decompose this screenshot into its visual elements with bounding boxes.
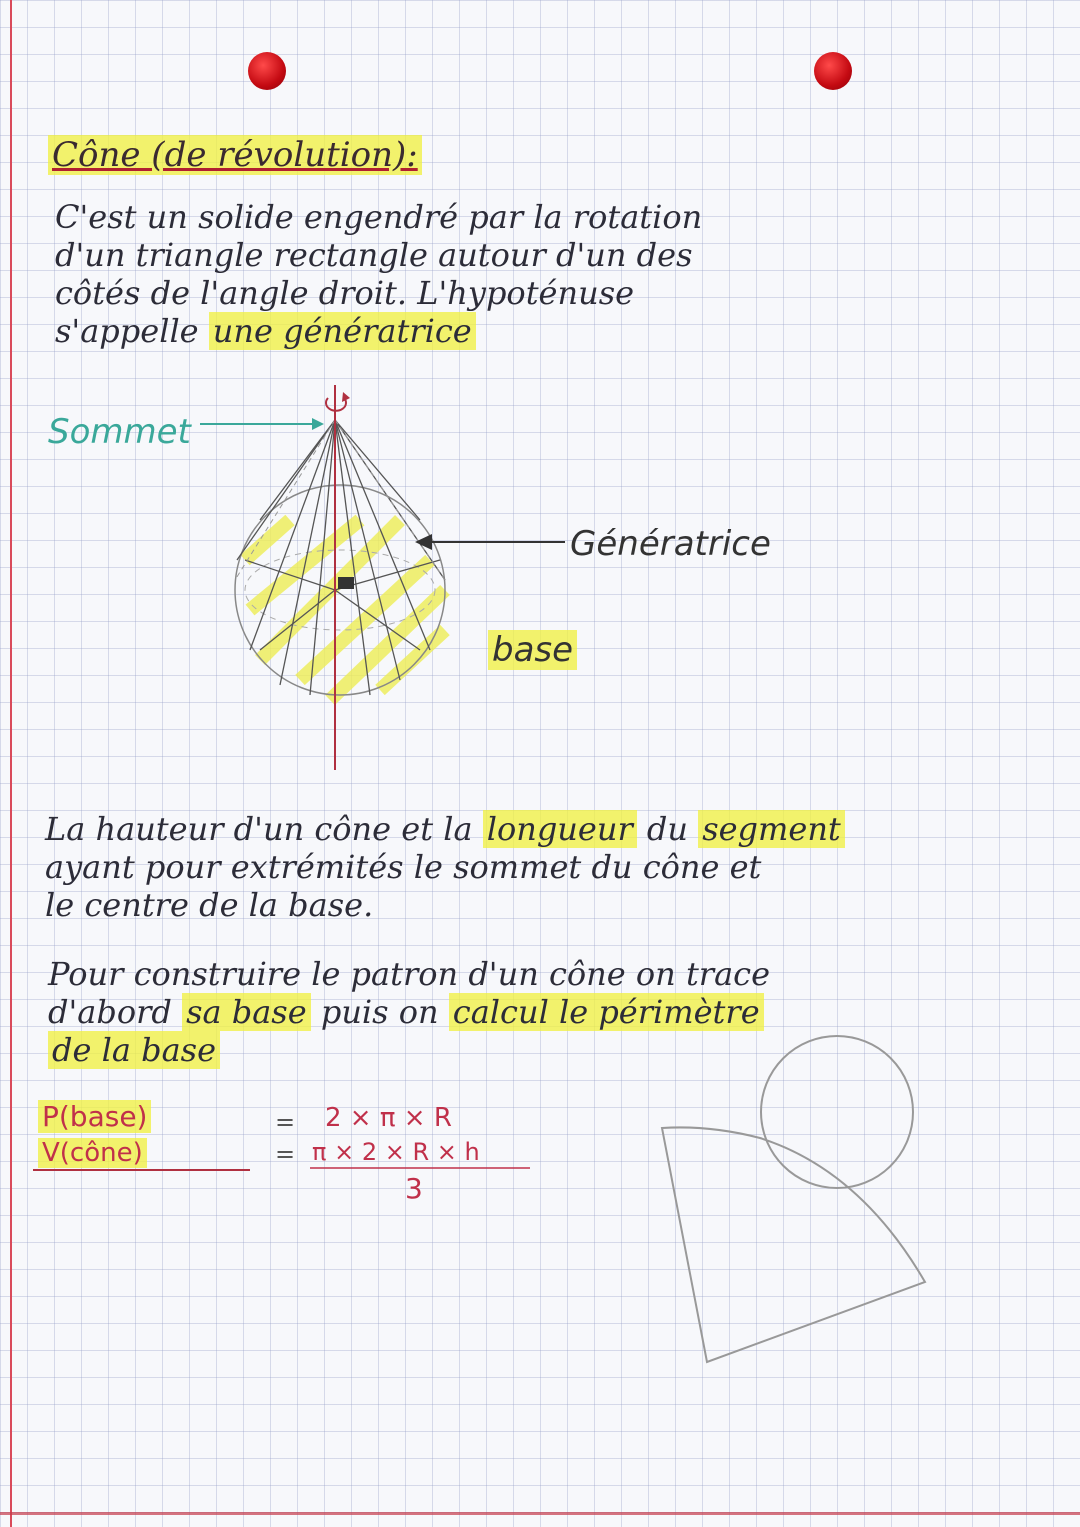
- height-paragraph: [45, 810, 845, 924]
- definition-line-3: côtés de l'angle droit. L'hypoténuse: [55, 274, 635, 312]
- volume-denominator: 3: [405, 1172, 423, 1205]
- pattern-line-1: Pour construire le patron d'un cône on trace: [48, 955, 771, 993]
- definition-line-2: d'un triangle rectangle autour d'un des: [55, 236, 693, 274]
- generatrice-highlight: une génératrice: [209, 312, 476, 350]
- definition-line-4: s'appelle une génératrice: [55, 312, 702, 350]
- page-title: Cône (de révolution):: [48, 135, 422, 175]
- label-base: base: [488, 630, 577, 670]
- right-angle-marker: [338, 577, 354, 589]
- volume-numerator: π × 2 × R × h: [312, 1138, 480, 1166]
- volume-label: V(cône): [38, 1138, 147, 1168]
- label-sommet: Sommet: [48, 412, 191, 452]
- pattern-line-3: de la base: [48, 1031, 770, 1069]
- pattern-base-circle: [761, 1036, 913, 1188]
- height-line-2: ayant pour extrémités le sommet du cône et: [45, 848, 762, 886]
- pattern-paragraph: [48, 955, 770, 1069]
- pattern-line-2: d'abord sa base puis on calcul le périmètre: [48, 993, 770, 1031]
- equals-sign-1: =: [275, 1108, 296, 1136]
- height-line-1: La hauteur d'un cône et la longueur du segment: [45, 810, 845, 848]
- height-line-3: le centre de la base.: [45, 886, 374, 924]
- equals-sign-2: =: [275, 1140, 296, 1168]
- label-generatrice: Génératrice: [570, 524, 771, 564]
- perimeter-label: P(base): [38, 1100, 151, 1133]
- perimeter-expression: 2 × π × R: [325, 1103, 452, 1133]
- definition-line-1: C'est un solide engendré par la rotation: [55, 198, 703, 236]
- pattern-lateral-sector: [662, 1127, 925, 1362]
